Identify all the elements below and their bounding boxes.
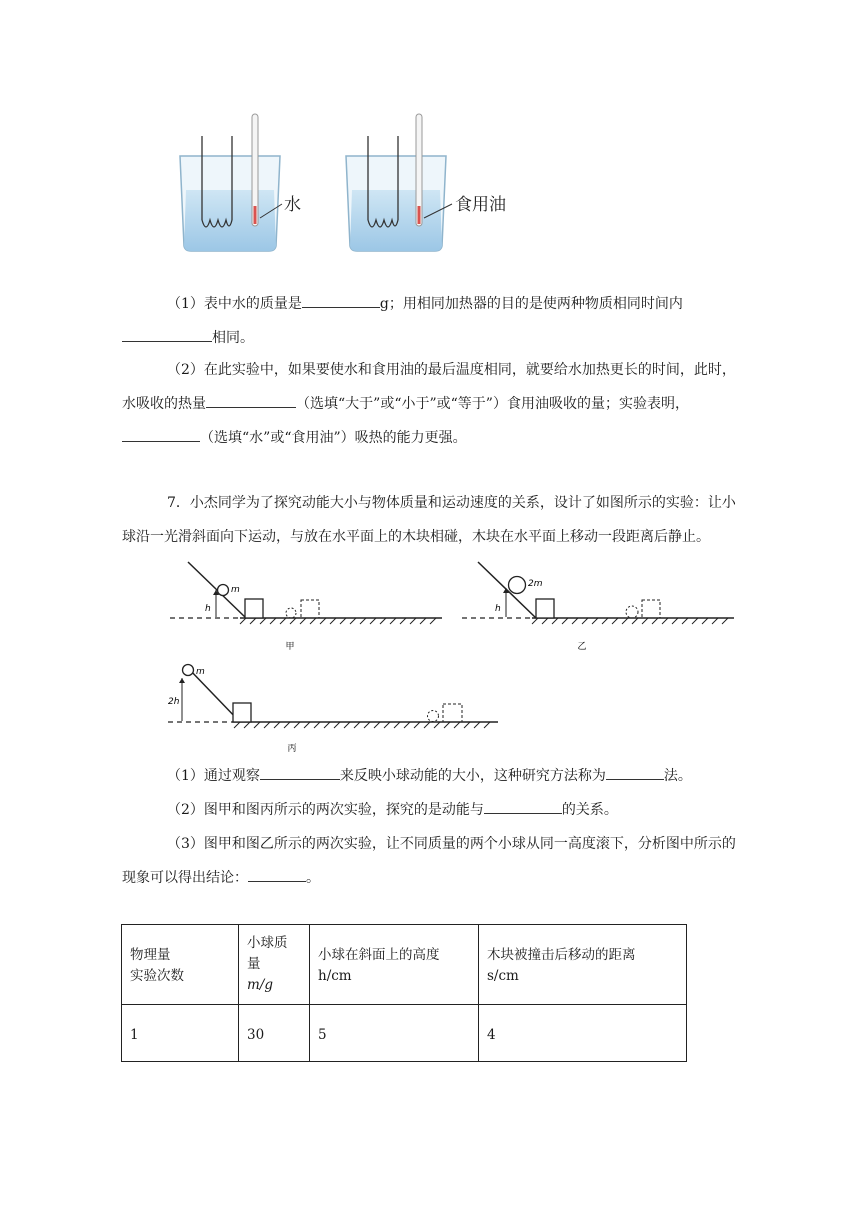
q6-part1-text-a: （1）表中水的质量是 — [167, 296, 302, 312]
mass-label: 2m — [528, 579, 543, 589]
header-text: 物理量 — [130, 947, 171, 963]
ball — [183, 665, 194, 676]
water-beaker — [180, 114, 282, 251]
answer-blank[interactable] — [122, 427, 200, 442]
header-cell — [239, 925, 310, 1005]
header-text: 量 — [247, 956, 261, 972]
header-text: m/g — [247, 977, 273, 993]
ball — [509, 577, 526, 594]
q7-part1-text-c: 法。 — [663, 768, 692, 784]
header-text: h/cm — [318, 968, 352, 984]
header-text: 实验次数 — [130, 968, 184, 984]
header-text: 木块被撞击后移动的距离 — [487, 947, 636, 963]
answer-blank[interactable] — [484, 799, 562, 814]
answer-blank[interactable] — [260, 765, 340, 780]
wood-block-final — [642, 600, 660, 618]
q7-part3 — [122, 827, 740, 895]
answer-blank[interactable] — [302, 293, 380, 308]
height-label: h — [205, 604, 211, 614]
q6-part2-text-b: （选填“大于”或“小于”或“等于”）食用油吸收的量；实验表明， — [296, 396, 689, 412]
q7-part3-text-a: （3）图甲和图乙所示的两次实验，让不同质量的两个小球从同一高度滚下，分析图中所示的现象可以得出结论： — [122, 836, 736, 886]
figure-caption: 乙 — [577, 642, 587, 652]
answer-blank[interactable] — [606, 765, 664, 780]
answer-blank[interactable] — [248, 867, 306, 882]
header-cell — [122, 925, 239, 1005]
wood-block — [233, 703, 251, 722]
q7-part2-text-a: （2）图甲和图丙所示的两次实验，探究的是动能与 — [167, 802, 484, 818]
header-text: 小球质 — [247, 935, 288, 951]
answer-blank[interactable] — [206, 393, 296, 408]
table-cell: 30 — [239, 1005, 310, 1062]
header-cell — [310, 925, 479, 1005]
ramp-figure-jia — [170, 558, 450, 654]
header-cell — [479, 925, 687, 1005]
ball-final — [626, 606, 638, 618]
q6-part1-text-c: 相同。 — [212, 330, 254, 346]
table-header-row — [122, 925, 687, 1005]
mass-label: m — [196, 667, 205, 677]
wood-block — [245, 599, 263, 618]
table-row — [122, 1005, 687, 1062]
q7-part1 — [122, 759, 740, 793]
beaker-figure — [168, 108, 513, 276]
table-cell: 4 — [479, 1005, 687, 1062]
water-label: 水 — [284, 195, 301, 215]
oil-beaker — [346, 114, 452, 251]
height-label: h — [495, 604, 501, 614]
q6-part1-text-b: g；用相同加热器的目的是使两种物质相同时间内 — [379, 296, 683, 312]
table-cell: 1 — [122, 1005, 239, 1062]
wood-block-final — [301, 600, 319, 618]
height-label: 2h — [168, 697, 180, 707]
q7-part2 — [122, 793, 740, 827]
figure-caption: 甲 — [285, 642, 295, 652]
header-text: s/cm — [487, 968, 519, 984]
q7-part3-text-b: 。 — [306, 870, 320, 886]
answer-blank[interactable] — [122, 327, 212, 342]
wood-block-final — [443, 704, 462, 722]
q7-intro: 7．小杰同学为了探究动能大小与物体质量和运动速度的关系，设计了如图所示的实验：让小球沿一光滑斜面向下运动，与放在水平面上的木块相碰，木块在水平面上移动一段距离后静止。 — [122, 495, 736, 545]
q6-part2-text-a: （2）在此实验中，如果要使水和食用油的最后温度相同，就要给水加热更长的时间，此时，水吸收的热量 — [122, 362, 736, 412]
q6-part2 — [122, 353, 740, 455]
ramp-figure-bing — [168, 660, 508, 756]
oil-label: 食用油 — [455, 195, 506, 215]
ball-final — [428, 711, 439, 722]
q7-part1-text-b: 来反映小球动能的大小，这种研究方法称为 — [339, 768, 606, 784]
ramp-figure-yi — [462, 558, 742, 654]
ball — [218, 585, 229, 596]
table-cell: 5 — [310, 1005, 479, 1062]
q7-part2-text-b: 的关系。 — [561, 802, 618, 818]
data-table — [121, 924, 687, 1062]
q7-part1-text-a: （1）通过观察 — [167, 768, 260, 784]
figure-caption: 丙 — [287, 744, 297, 754]
ball-final — [286, 608, 296, 618]
q6-part1 — [122, 287, 740, 355]
q6-part2-text-c: （选填“水”或“食用油”）吸热的能力更强。 — [200, 430, 467, 446]
mass-label: m — [231, 585, 240, 595]
header-text: 小球在斜面上的高度 — [318, 947, 440, 963]
wood-block — [536, 599, 554, 618]
